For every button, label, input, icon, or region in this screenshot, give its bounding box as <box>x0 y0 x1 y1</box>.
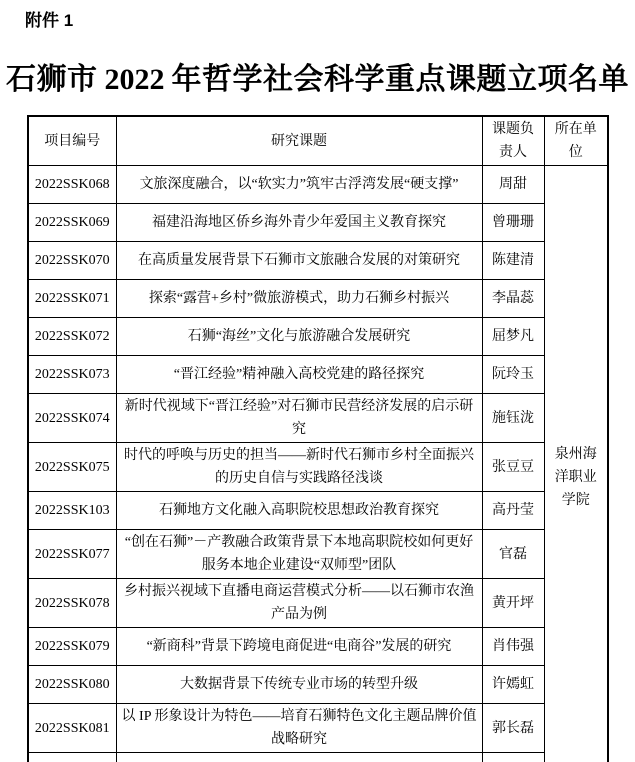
topic-cell: “晋江经验”精神融入高校党建的路径探究 <box>116 356 482 394</box>
table-row <box>28 166 608 204</box>
project-id-cell: 2022SSK068 <box>28 166 116 204</box>
table-row <box>28 280 608 318</box>
table-row <box>28 666 608 704</box>
leader-cell: 曾珊珊 <box>482 204 544 242</box>
table-row <box>28 628 608 666</box>
header-topic: 研究课题 <box>116 116 482 166</box>
leader-cell: 屈梦凡 <box>482 318 544 356</box>
topic-cell: “新商科”背景下跨境电商促进“电商谷”发展的研究 <box>116 628 482 666</box>
table-row <box>28 492 608 530</box>
leader-cell: 李晶蕊 <box>482 280 544 318</box>
topic-cell: 以 IP 形象设计为特色——培育石狮特色文化主题品牌价值战略研究 <box>116 704 482 753</box>
page-title <box>0 54 635 98</box>
leader-cell: 张豆豆 <box>482 443 544 492</box>
topic-cell: “创在石狮”－产教融合政策背景下本地高职院校如何更好服务本地企业建设“双师型”团队 <box>116 530 482 579</box>
leader-cell: 陈建清 <box>482 242 544 280</box>
project-id-cell: 2022SSK075 <box>28 443 116 492</box>
topic-cell: 时代的呼唤与历史的担当——新时代石狮市乡村全面振兴的历史自信与实践路径浅谈 <box>116 443 482 492</box>
table-body <box>28 166 608 762</box>
topic-cell: 新时代视域下“晋江经验”对石狮市民营经济发展的启示研究 <box>116 394 482 443</box>
table-row <box>28 394 608 443</box>
leader-cell: 周甜 <box>482 166 544 204</box>
table-row <box>28 579 608 628</box>
topic-cell: 石狮“海丝”文化与旅游融合发展研究 <box>116 318 482 356</box>
topic-cell: 大数据背景下传统专业市场的转型升级 <box>116 666 482 704</box>
topic-cell: 福建沿海地区侨乡海外青少年爱国主义教育探究 <box>116 204 482 242</box>
project-id-cell: 2022SSK078 <box>28 579 116 628</box>
partial-row <box>28 753 608 762</box>
header-project-id: 项目编号 <box>28 116 116 166</box>
project-id-cell: 2022SSK081 <box>28 704 116 753</box>
topic-cell: 乡村振兴视域下直播电商运营模式分析——以石狮市农渔产品为例 <box>116 579 482 628</box>
header-leader: 课题负责人 <box>482 116 544 166</box>
table-row <box>28 242 608 280</box>
topic-cell: 探索“露营+乡村”微旅游模式，助力石狮乡村振兴 <box>116 280 482 318</box>
table-row <box>28 530 608 579</box>
empty-cell <box>28 753 116 762</box>
title-part1: 石狮市 <box>6 63 98 96</box>
topic-cell: 文旅深度融合，以“软实力”筑牢古浮湾发展“硬支撑” <box>116 166 482 204</box>
leader-cell: 黄开坪 <box>482 579 544 628</box>
title-part2: 年哲学社会科学重点课题立项名单 <box>171 63 629 96</box>
leader-cell: 官磊 <box>482 530 544 579</box>
project-id-cell: 2022SSK069 <box>28 204 116 242</box>
empty-cell <box>116 753 482 762</box>
attachment-label: 附件 1 <box>25 11 74 30</box>
leader-cell: 肖伟强 <box>482 628 544 666</box>
table-row <box>28 356 608 394</box>
leader-cell: 施钰泷 <box>482 394 544 443</box>
project-table <box>27 115 609 762</box>
project-id-cell: 2022SSK071 <box>28 280 116 318</box>
title-year: 2022 <box>104 63 165 96</box>
project-id-cell: 2022SSK080 <box>28 666 116 704</box>
leader-cell: 阮玲玉 <box>482 356 544 394</box>
table-row <box>28 318 608 356</box>
leader-cell: 郭长磊 <box>482 704 544 753</box>
topic-cell: 在高质量发展背景下石狮市文旅融合发展的对策研究 <box>116 242 482 280</box>
empty-cell <box>482 753 544 762</box>
table-header <box>28 116 608 166</box>
table-row <box>28 704 608 753</box>
topic-cell: 石狮地方文化融入高职院校思想政治教育探究 <box>116 492 482 530</box>
table-row <box>28 204 608 242</box>
project-id-cell: 2022SSK074 <box>28 394 116 443</box>
header-unit: 所在单位 <box>544 116 608 166</box>
project-id-cell: 2022SSK070 <box>28 242 116 280</box>
unit-cell: 泉州海洋职业学院 <box>544 166 608 762</box>
header-row <box>28 116 608 166</box>
table-row <box>28 443 608 492</box>
leader-cell: 许嫣虹 <box>482 666 544 704</box>
project-id-cell: 2022SSK072 <box>28 318 116 356</box>
project-id-cell: 2022SSK077 <box>28 530 116 579</box>
leader-cell: 高丹莹 <box>482 492 544 530</box>
project-id-cell: 2022SSK073 <box>28 356 116 394</box>
project-id-cell: 2022SSK103 <box>28 492 116 530</box>
project-id-cell: 2022SSK079 <box>28 628 116 666</box>
